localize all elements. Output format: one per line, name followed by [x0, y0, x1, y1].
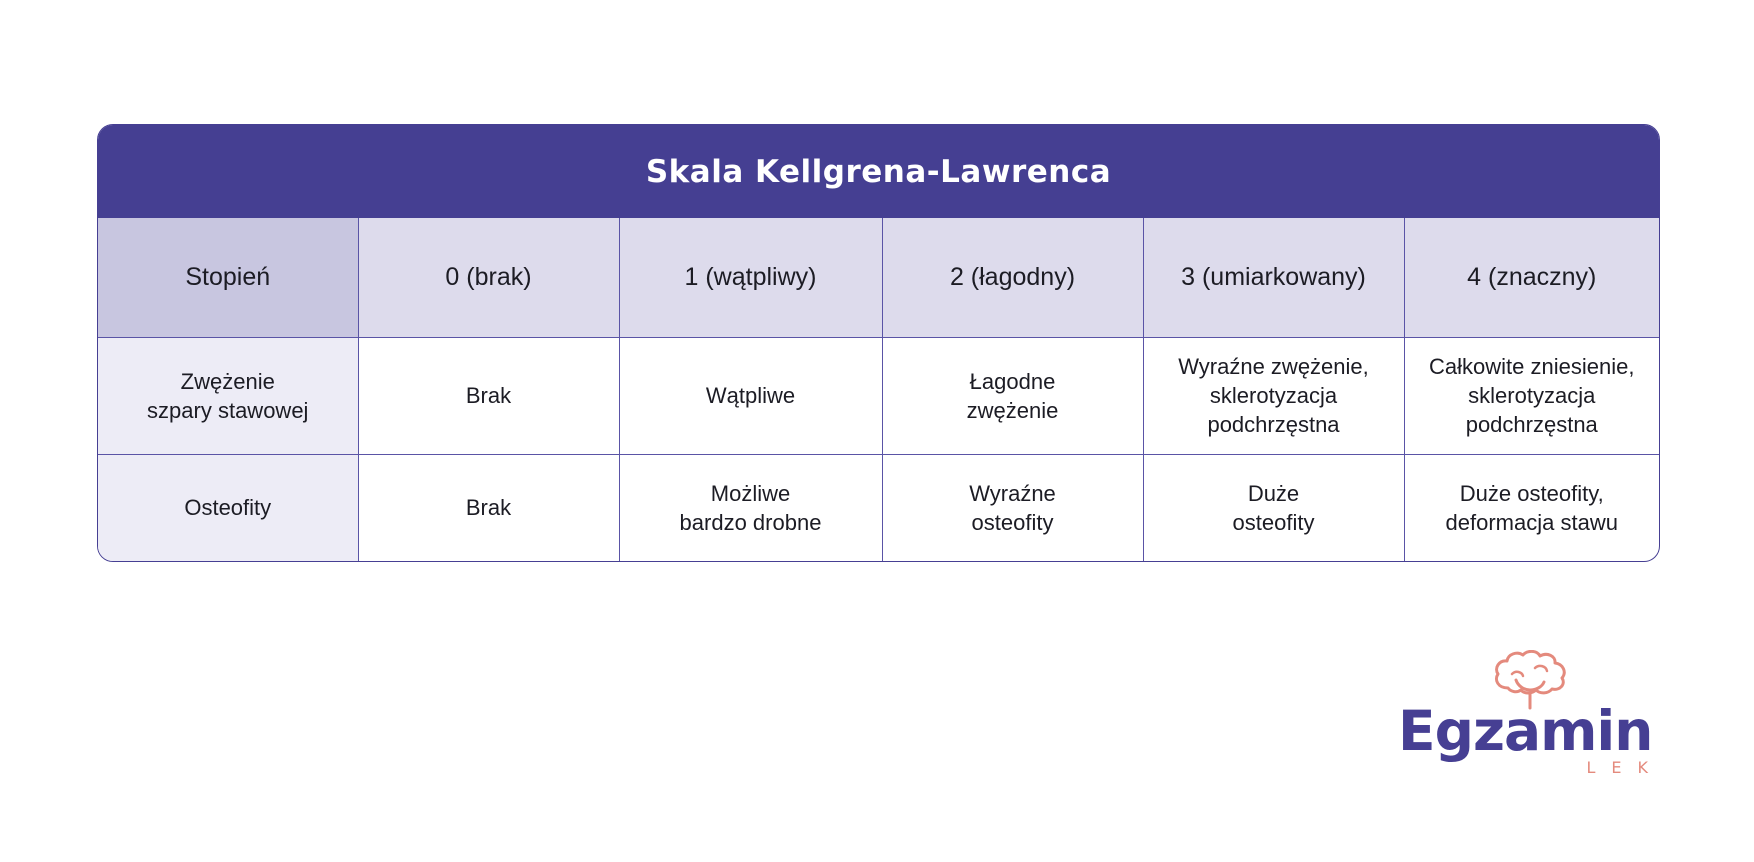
- cell-line: Łagodne: [969, 368, 1056, 394]
- cell-line: bardzo drobne: [679, 509, 822, 535]
- cell-line: Wątpliwe: [705, 383, 796, 408]
- row-label-line: szpary stawowej: [147, 397, 309, 423]
- cell-line: Brak: [465, 383, 512, 408]
- cell-line: Całkowite zniesienie,: [1429, 354, 1635, 379]
- table-cell: [1404, 337, 1659, 454]
- table-row-osteofity: [98, 454, 1659, 561]
- brand-logo: [1398, 650, 1664, 780]
- header-cell-grade-2: 2 (łagodny): [882, 218, 1143, 337]
- cell-line: sklerotyzacja: [1468, 383, 1596, 408]
- table-cell: [358, 337, 619, 454]
- header-row: [98, 218, 1659, 337]
- logo-wordmark: Egzamin: [1398, 699, 1653, 763]
- cell-line: sklerotyzacja: [1209, 383, 1338, 408]
- cell-line: zwężenie: [966, 397, 1059, 423]
- cell-line: Duże: [1247, 480, 1300, 506]
- row-label-line: Zwężenie: [180, 368, 275, 394]
- cell-line: podchrzęstna: [1207, 412, 1340, 437]
- cell-line: Wyraźne: [969, 480, 1056, 506]
- table-cell: [1143, 337, 1404, 454]
- cell-line: osteofity: [1232, 509, 1315, 535]
- table-cell: [882, 454, 1143, 561]
- table-cell: [1404, 454, 1659, 561]
- header-cell-stopien: Stopień: [98, 218, 358, 337]
- grade-grid: [98, 218, 1659, 561]
- row-label-osteofity: [98, 454, 358, 561]
- header-cell-grade-4: 4 (znaczny): [1404, 218, 1659, 337]
- table-row-zwezenie: [98, 337, 1659, 454]
- cell-line: Duże osteofity,: [1459, 480, 1604, 506]
- header-cell-grade-3: 3 (umiarkowany): [1143, 218, 1404, 337]
- table-cell: [882, 337, 1143, 454]
- row-label-line: Osteofity: [184, 495, 272, 521]
- table-title: Skala Kellgrena-Lawrenca: [98, 125, 1659, 218]
- cell-line: osteofity: [971, 509, 1054, 535]
- cell-line: Wyraźne zwężenie,: [1178, 354, 1369, 379]
- table-cell: [1143, 454, 1404, 561]
- table-cell: [358, 454, 619, 561]
- cell-line: podchrzęstna: [1465, 412, 1598, 437]
- cell-line: deformacja stawu: [1445, 509, 1618, 535]
- logo-subtitle: LEK: [1586, 758, 1664, 777]
- row-label-zwezenie: [98, 337, 358, 454]
- table-cell: [619, 337, 882, 454]
- cell-line: Brak: [465, 495, 512, 521]
- kl-scale-table: [97, 124, 1660, 562]
- header-cell-grade-1: 1 (wątpliwy): [619, 218, 882, 337]
- cell-line: Możliwe: [710, 480, 791, 506]
- header-cell-grade-0: 0 (brak): [358, 218, 619, 337]
- table-cell: [619, 454, 882, 561]
